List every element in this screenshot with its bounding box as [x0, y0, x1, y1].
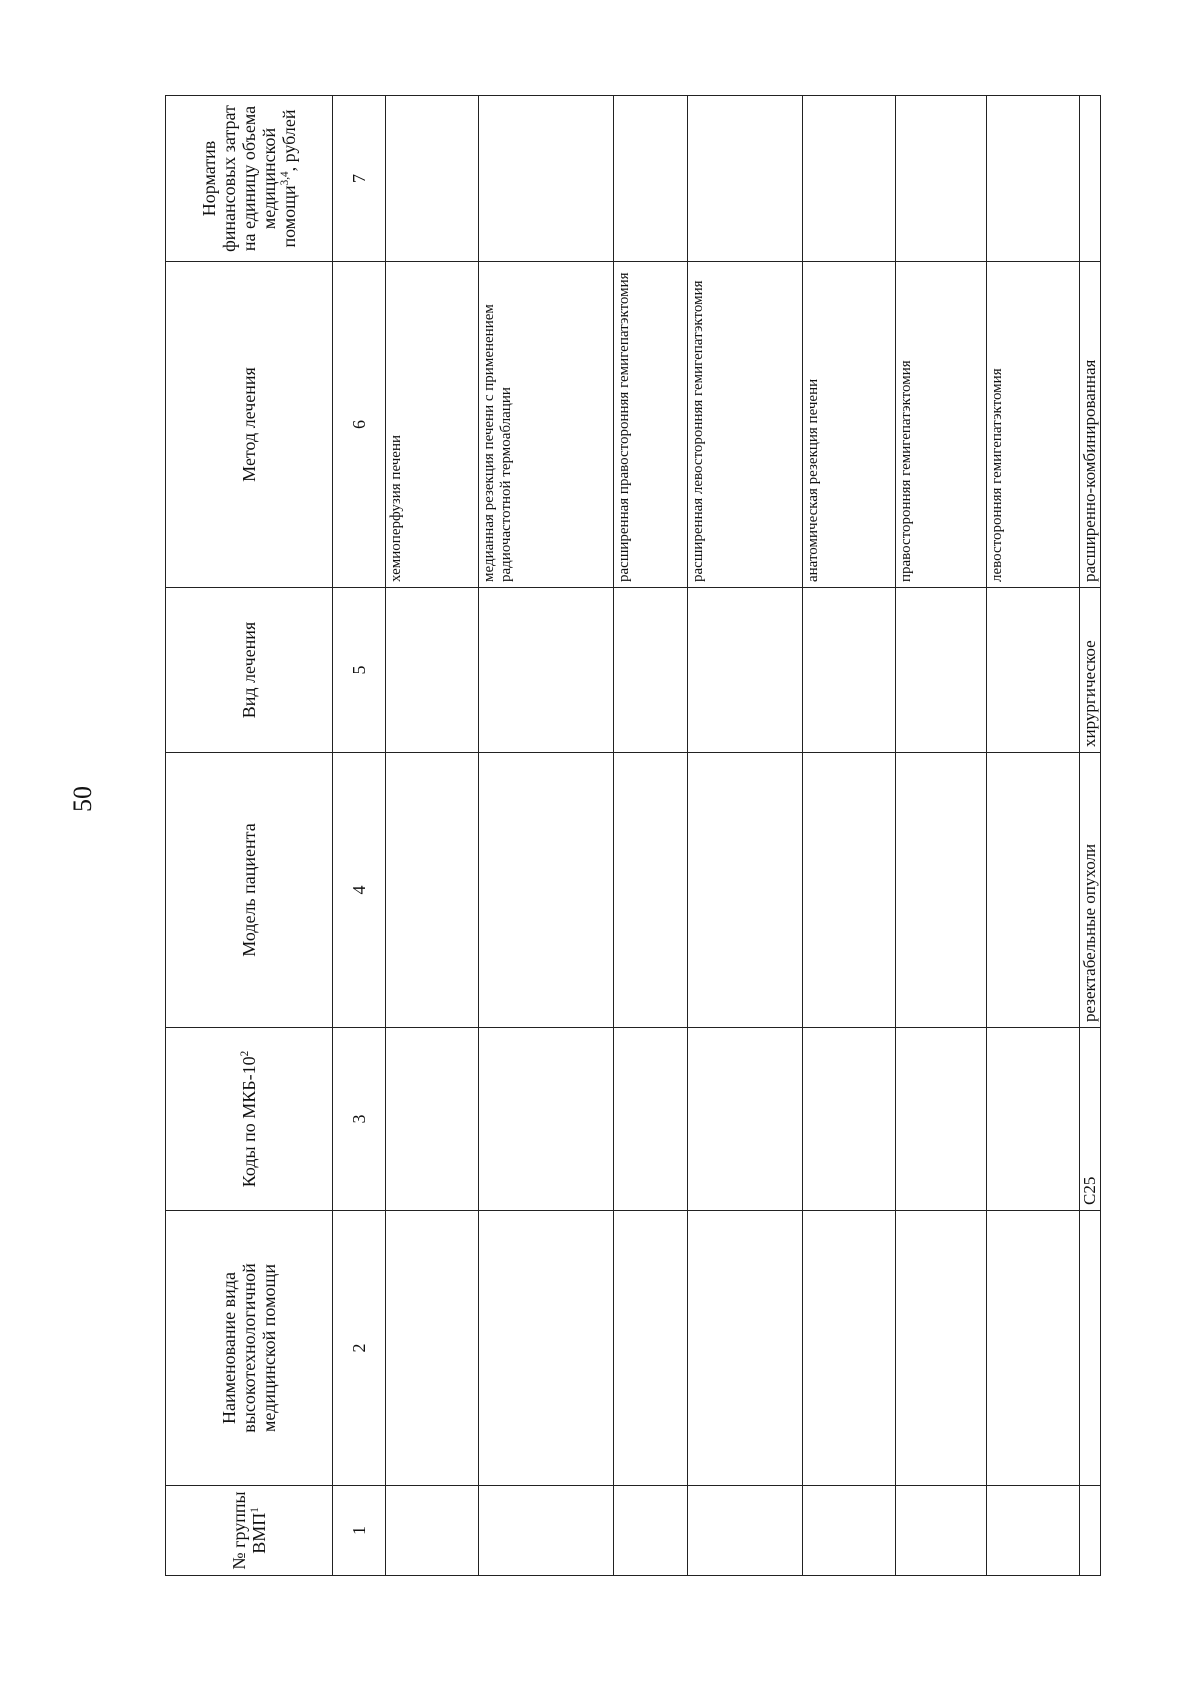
treatment-method-cell: расширенно-комбинированная [1080, 262, 1101, 588]
header-cost-standard: Норматив финансовых затрат на единицу объема медицинской помощи$^{3,4}$, рублей [166, 96, 333, 262]
vmp-table [165, 95, 1101, 1576]
table-row [1080, 96, 1101, 1576]
rotated-table-container [165, 96, 1099, 1576]
treatment-method-cell: медианная резекция печени с применением радиочастотной термоаблации [479, 262, 614, 588]
treatment-method-cell: хемиоперфузия печени [386, 262, 479, 588]
table-row [479, 96, 614, 1576]
table-row [803, 96, 896, 1576]
column-number: 2 [333, 1211, 386, 1486]
table-row [614, 96, 688, 1576]
icd-code-cell: С25 [1080, 1028, 1101, 1211]
treatment-type-cell: хирургическое [1080, 588, 1101, 753]
table-header-row [166, 96, 333, 1576]
table-row [896, 96, 987, 1576]
patient-model-cell: резектабельные опухоли [1080, 753, 1101, 1028]
table-row [386, 96, 479, 1576]
column-number: 7 [333, 96, 386, 262]
column-number: 6 [333, 262, 386, 588]
table-row [987, 96, 1080, 1576]
treatment-method-cell: анатомическая резекция печени [803, 262, 896, 588]
column-number: 3 [333, 1028, 386, 1211]
column-number-row [333, 96, 386, 1576]
column-number: 5 [333, 588, 386, 753]
header-vmp-name: Наименование вида высокотехнологичной медицинской помощи [166, 1211, 333, 1486]
header-treatment-type: Вид лечения [166, 588, 333, 753]
header-treatment-method: Метод лечения [166, 262, 333, 588]
column-number: 1 [333, 1486, 386, 1576]
treatment-method-cell: левосторонняя гемигепатэктомия [987, 262, 1080, 588]
header-group-number: № группы ВМП$^1$ [166, 1486, 333, 1576]
treatment-method-cell: расширенная левосторонняя гемигепатэктомия [688, 262, 803, 588]
page-number: 50 [68, 786, 97, 812]
column-number: 4 [333, 753, 386, 1028]
table-row [688, 96, 803, 1576]
treatment-method-cell: расширенная правосторонняя гемигепатэктомия [614, 262, 688, 588]
header-icd-codes: Коды по МКБ-$10^2$ [166, 1028, 333, 1211]
treatment-method-cell: правосторонняя гемигепатэктомия [896, 262, 987, 588]
header-patient-model: Модель пациента [166, 753, 333, 1028]
